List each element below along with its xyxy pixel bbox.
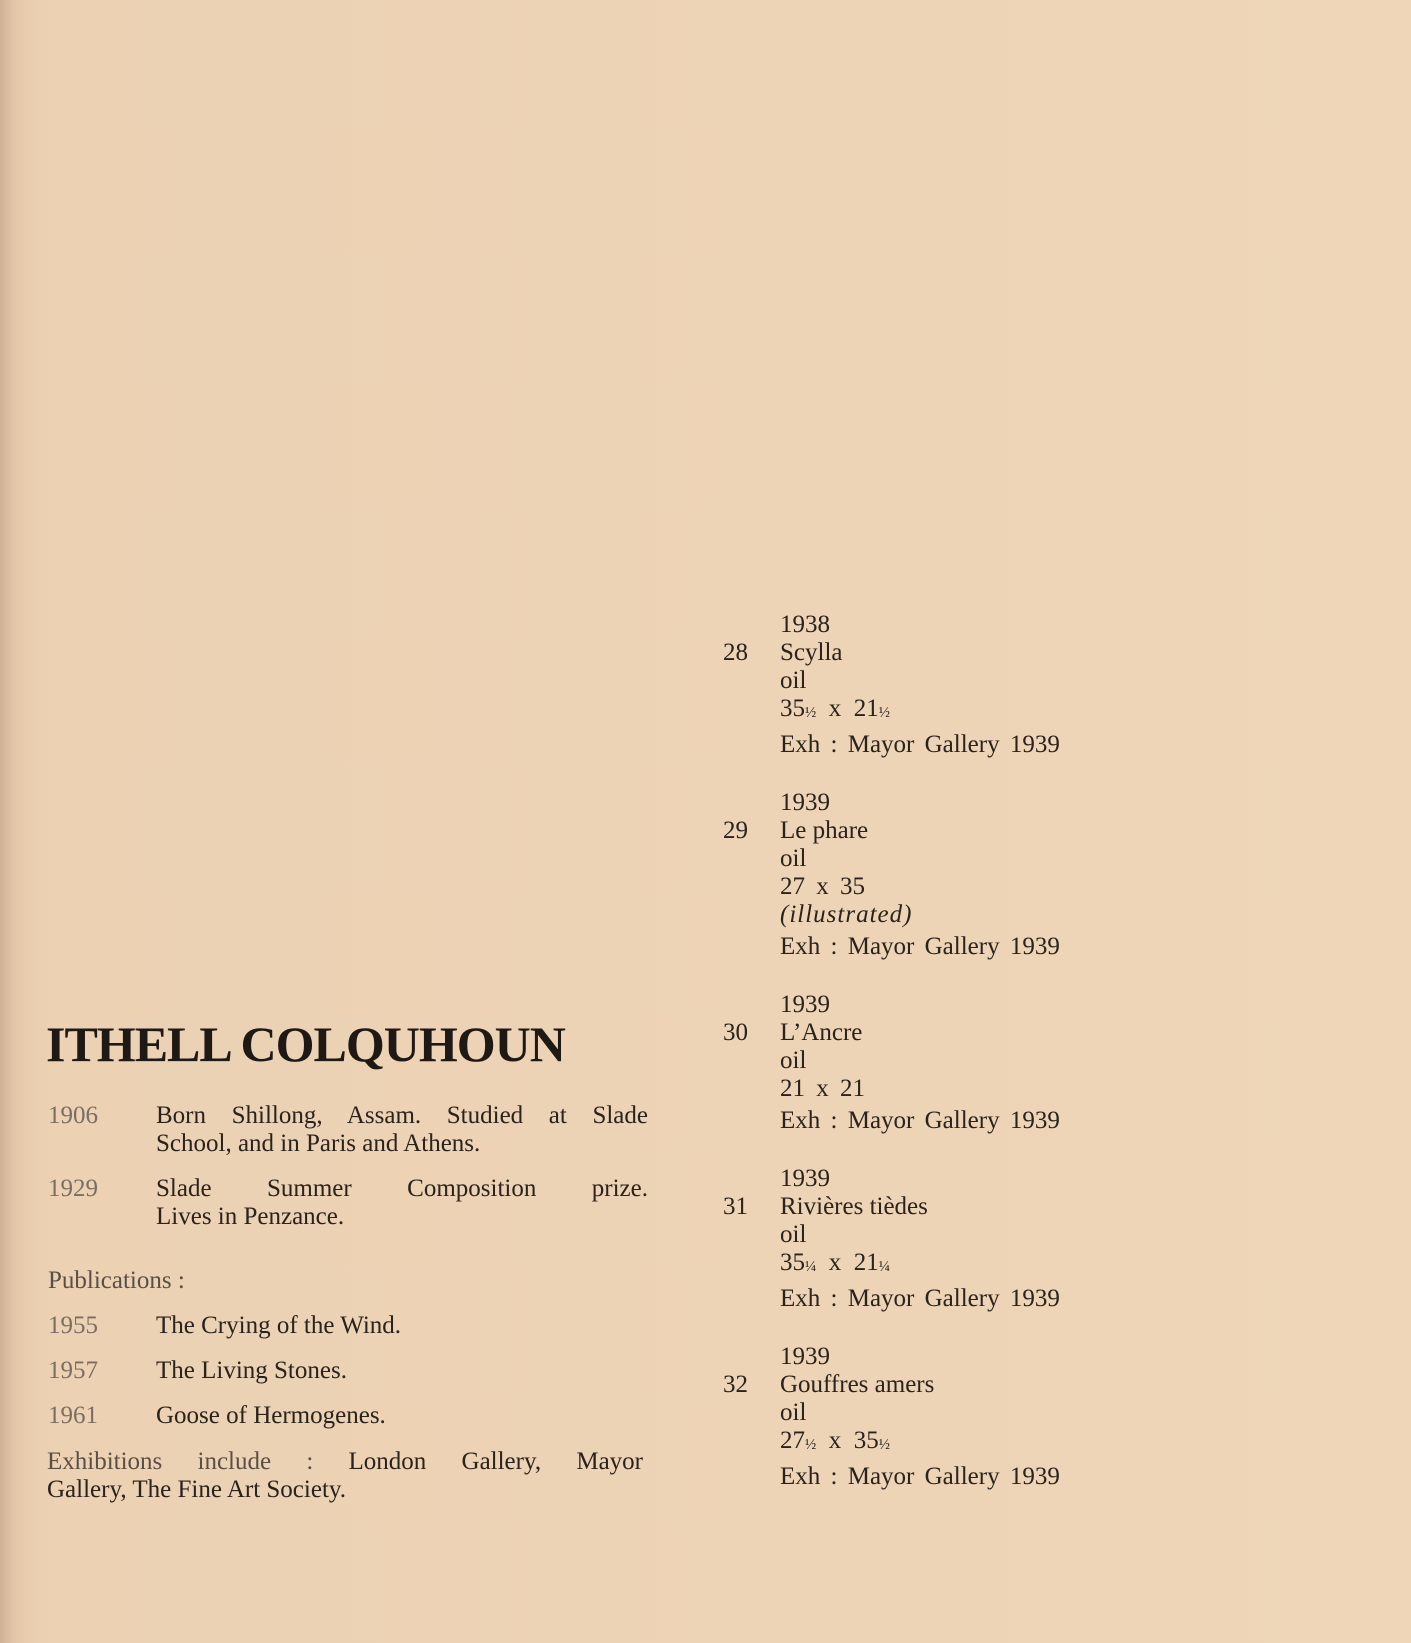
work-exhibited: Exh : Mayor Gallery 1939 [780,933,1060,960]
work-title: Rivières tièdes [780,1193,928,1220]
exhibitions-lead: Exhibitions include : [47,1448,314,1475]
work-exhibited: Exh : Mayor Gallery 1939 [780,731,1060,758]
bio-text [156,1102,648,1158]
work-size: 35½ x 21½ [780,695,890,722]
work-year: 1939 [780,1165,830,1192]
work-size: 21 x 21 [780,1075,865,1102]
work-medium: oil [780,667,807,694]
bio-text-line: School, and in Paris and Athens. [156,1130,481,1157]
bio-text-line: Lives in Penzance. [156,1203,345,1230]
bio-year: 1929 [48,1175,98,1202]
bio-text-line: Born Shillong, Assam. Studied at Slade [156,1102,648,1129]
exhibitions-line [47,1448,643,1476]
work-title: L’Ancre [780,1019,863,1046]
bio-text-line: Slade Summer Composition prize. [156,1175,648,1202]
work-title: Scylla [780,639,843,666]
work-exhibited: Exh : Mayor Gallery 1939 [780,1107,1060,1134]
works-list [723,611,1163,1491]
work-title: Le phare [780,817,869,844]
work-year: 1939 [780,789,830,816]
bio-entry [48,1102,648,1158]
work-exhibited: Exh : Mayor Gallery 1939 [780,1285,1060,1312]
work-year: 1939 [780,991,830,1018]
work-medium: oil [780,1399,807,1426]
work-entry [723,1343,1163,1491]
work-number: 28 [723,639,748,666]
publication-item [48,1402,648,1447]
work-number: 32 [723,1371,748,1398]
publications-list [48,1312,648,1447]
publication-title: The Living Stones. [156,1357,347,1384]
work-title: Gouffres amers [780,1371,935,1398]
exhibitions-text [47,1448,643,1504]
publications-heading: Publications : [48,1267,185,1294]
bio-year: 1906 [48,1102,98,1129]
publication-item [48,1312,648,1357]
publication-year: 1955 [48,1312,98,1339]
publication-title: The Crying of the Wind. [156,1312,402,1339]
work-entry [723,991,1163,1135]
work-size: 27 x 35 [780,873,865,900]
biography [48,1102,648,1231]
work-number: 29 [723,817,748,844]
publication-item [48,1357,648,1402]
bio-entry [48,1175,648,1231]
work-size: 27½ x 35½ [780,1427,890,1454]
work-medium: oil [780,1047,807,1074]
work-note: (illustrated) [780,901,913,928]
artist-name: ITHELL COLQUHOUN [46,1016,565,1072]
publication-year: 1957 [48,1357,98,1384]
work-exhibited: Exh : Mayor Gallery 1939 [780,1463,1060,1490]
publication-year: 1961 [48,1402,98,1429]
bio-text [156,1175,648,1231]
work-number: 31 [723,1193,748,1220]
work-medium: oil [780,1221,807,1248]
work-medium: oil [780,845,807,872]
work-entry [723,1165,1163,1313]
exhibitions-venues: London Gallery, Mayor [348,1448,643,1475]
work-entry [723,611,1163,759]
work-size: 35¼ x 21¼ [780,1249,890,1276]
work-year: 1939 [780,1343,830,1370]
publication-title: Goose of Hermogenes. [156,1402,386,1429]
exhibitions-line: Gallery, The Fine Art Society. [47,1476,347,1503]
work-number: 30 [723,1019,748,1046]
work-year: 1938 [780,611,830,638]
work-entry [723,789,1163,961]
